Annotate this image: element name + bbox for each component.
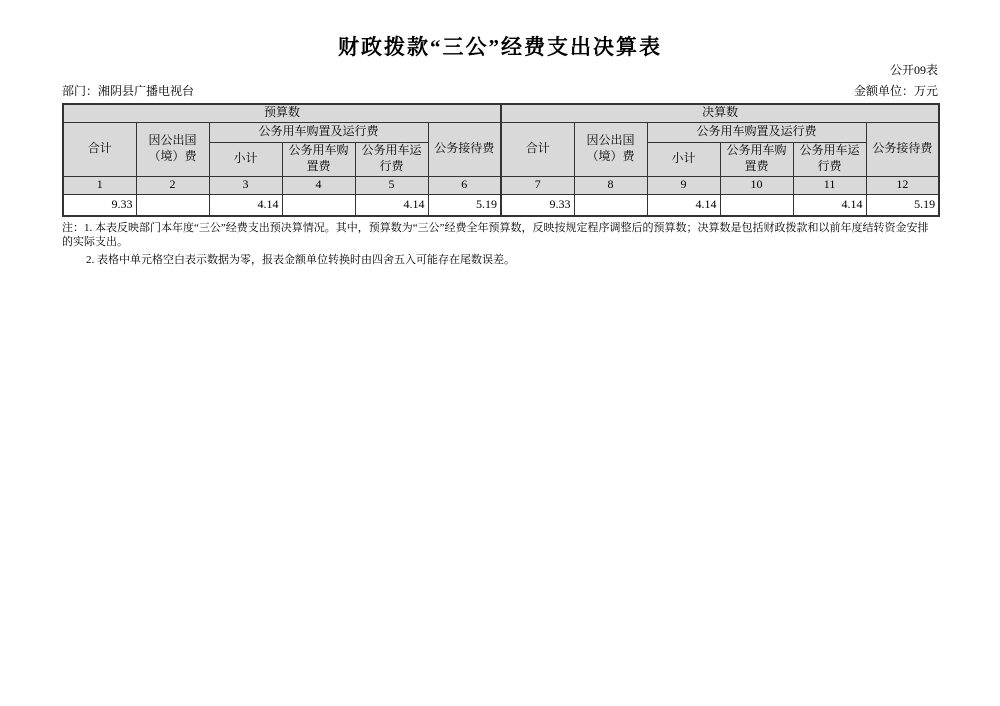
col-header-final-subtotal: 小计 xyxy=(647,142,720,176)
value-cell-budget-reception: 5.19 xyxy=(428,194,501,216)
subgroup-header-budget-vehicle: 公务用车购置及运行费 xyxy=(209,122,428,142)
col-header-budget-subtotal: 小计 xyxy=(209,142,282,176)
column-number-cell: 7 xyxy=(501,176,574,194)
three-public-expense-table xyxy=(62,103,940,217)
column-number-cell: 10 xyxy=(720,176,793,194)
column-number-cell: 1 xyxy=(63,176,136,194)
col-header-final-purchase: 公务用车购置费 xyxy=(720,142,793,176)
form-number: 公开09表 xyxy=(889,63,938,77)
value-cell-budget-operation: 4.14 xyxy=(355,194,428,216)
footnotes xyxy=(62,221,939,267)
column-number-cell: 4 xyxy=(282,176,355,194)
column-number-cell: 9 xyxy=(647,176,720,194)
meta-row xyxy=(62,82,938,99)
column-number-cell: 8 xyxy=(574,176,647,194)
group-header-budget: 预算数 xyxy=(63,104,501,122)
col-header-budget-total: 合计 xyxy=(63,122,136,176)
column-number-cell: 11 xyxy=(793,176,866,194)
col-header-final-abroad: 因公出国（境）费 xyxy=(574,122,647,176)
value-cell-budget-purchase xyxy=(282,194,355,216)
value-cell-budget-abroad xyxy=(136,194,209,216)
value-cell-final-abroad xyxy=(574,194,647,216)
col-header-budget-reception: 公务接待费 xyxy=(428,122,501,176)
data-row xyxy=(63,194,939,216)
col-header-budget-operation: 公务用车运行费 xyxy=(355,142,428,176)
col-header-final-total: 合计 xyxy=(501,122,574,176)
group-header-final: 决算数 xyxy=(501,104,939,122)
col-header-budget-purchase: 公务用车购置费 xyxy=(282,142,355,176)
value-cell-final-subtotal: 4.14 xyxy=(647,194,720,216)
column-number-cell: 12 xyxy=(866,176,939,194)
column-number-cell: 5 xyxy=(355,176,428,194)
unit-label: 金额单位：万元 xyxy=(853,84,938,98)
subgroup-header-final-vehicle: 公务用车购置及运行费 xyxy=(647,122,866,142)
column-number-cell: 3 xyxy=(209,176,282,194)
column-number-cell: 6 xyxy=(428,176,501,194)
value-cell-budget-total: 9.33 xyxy=(63,194,136,216)
department-label: 部门：湘阴县广播电视台 xyxy=(62,84,195,98)
column-number-row xyxy=(63,176,939,194)
column-number-cell: 2 xyxy=(136,176,209,194)
footnote-2: 2. 表格中单元格空白表示数据为零，报表金额单位转换时由四舍五入可能存在尾数误差。 xyxy=(86,254,515,266)
value-cell-final-purchase xyxy=(720,194,793,216)
page-title: 财政拨款“三公”经费支出决算表 xyxy=(338,35,662,59)
value-cell-final-reception: 5.19 xyxy=(866,194,939,216)
value-cell-final-total: 9.33 xyxy=(501,194,574,216)
value-cell-final-operation: 4.14 xyxy=(793,194,866,216)
col-header-final-reception: 公务接待费 xyxy=(866,122,939,176)
col-header-budget-abroad: 因公出国（境）费 xyxy=(136,122,209,176)
col-header-final-operation: 公务用车运行费 xyxy=(793,142,866,176)
footnote-1: 注：1. 本表反映部门本年度“三公”经费支出预决算情况。其中，预算数为“三公”经费全年预算数，反映按规定程序调整后的预算数；决算数是包括财政拨款和以前年度结转资金安排的实际支出。 xyxy=(62,222,929,248)
value-cell-budget-subtotal: 4.14 xyxy=(209,194,282,216)
